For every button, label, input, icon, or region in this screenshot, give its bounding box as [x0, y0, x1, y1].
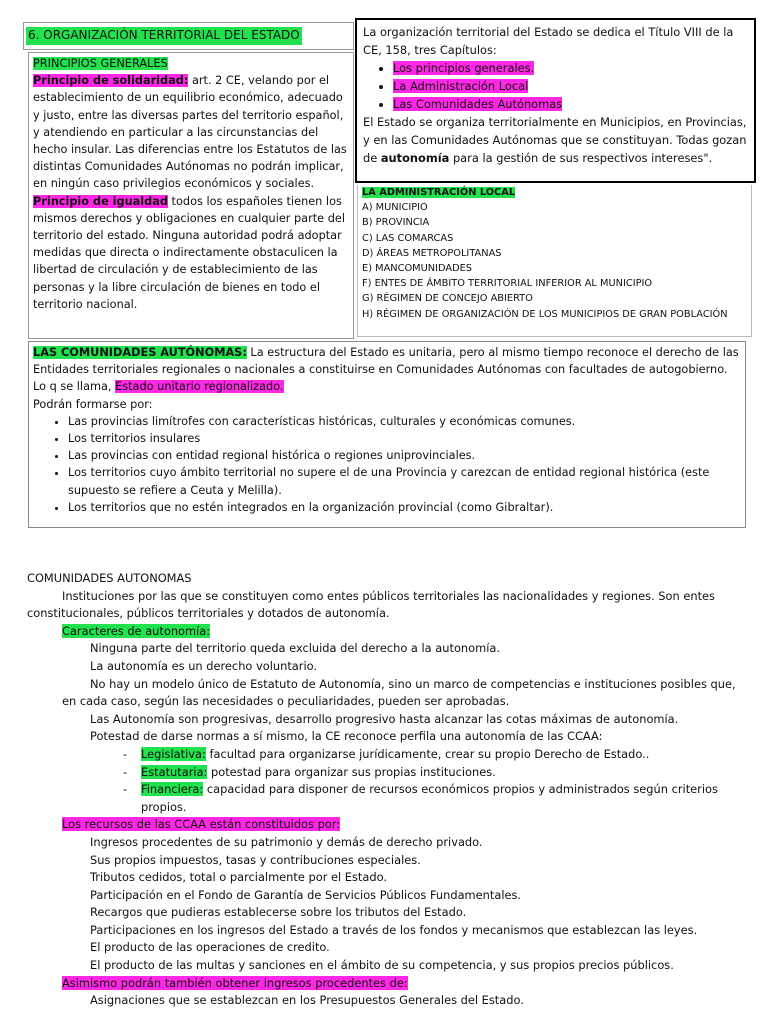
ccaa-paragraph: LAS COMUNIDADES AUTÓNOMAS: La estructura del Estado es unitaria, pero al mismo tiempo reconoce el derecho de las Entidades territoriales regionales o nacionales a constituirse en Comunidades Autónomas con facultades de autogobierno. Lo q se llama, Estado unitario regionalizado. [33, 346, 739, 394]
chapter-item: • Los principios generales. [393, 59, 748, 77]
recurso-item: Ingresos procedentes de su patrimonio y demás de derecho privado. [90, 834, 483, 849]
recurso-item: Participaciones en los ingresos del Estado a través de los fondos y mecanismos que establezcan las leyes. [90, 922, 698, 937]
admin-item: A) MUNICIPIO [362, 202, 428, 214]
principles-box [28, 52, 354, 339]
ccaa-label: LAS COMUNIDADES AUTÓNOMAS: [33, 346, 247, 359]
recurso-item: Tributos cedidos, total o parcialmente por el Estado. [90, 870, 387, 885]
document-title: 6. ORGANIZACIÓN TERRITORIAL DEL ESTADO [26, 27, 302, 45]
equality-label: Principio de igualdad [33, 194, 168, 208]
potestad-item: - Estatutaria: potestad para organizar sus propias instituciones. [123, 764, 496, 779]
principles-heading: PRINCIPIOS GENERALES [33, 57, 168, 70]
ccaa-bullet: • Los territorios que no estén integrados en la organización provincial (como Gibraltar). [68, 499, 741, 516]
recursos-heading: Los recursos de las CCAA están constituidos por: [62, 817, 341, 832]
org-intro: La organización territorial del Estado se dedica el Título VIII de la CE, 158, tres Capítulos: [363, 25, 734, 57]
potestad-item: - Legislativa: facultad para organizarse jurídicamente, crear su propio Derecho de Estado.. [123, 746, 650, 761]
admin-item: H) RÉGIMEN DE ORGANIZACIÓN DE LOS MUNICIPIOS DE GRAN POBLACIÓN [362, 308, 728, 320]
asimismo-item: Asignaciones que se establezcan en los Presupuestos Generales del Estado. [90, 993, 524, 1008]
chapter-item: • La Administración Local [393, 77, 748, 95]
title-box [23, 22, 354, 50]
solidarity-paragraph [33, 72, 349, 192]
potestad-item: - Financiera: capacidad para disponer de recursos económicos propios y administrados según criterios propios. [123, 782, 718, 814]
admin-heading: LA ADMINISTRACIÓN LOCAL [362, 187, 516, 198]
ccaa-box [28, 341, 746, 528]
chapter-item: • Las Comunidades Autónomas [393, 95, 748, 113]
solidarity-label: Principio de solidaridad: [33, 74, 189, 88]
org-autonomy-text: El Estado se organiza territorialmente en Municipios, en Provincias, y en las Comunidades Autónomas que se constituyan. Todas gozan de autonomía para la gestión de sus respectivos intereses". [363, 115, 747, 165]
caracter-item: Las Autonomía son progresivas, desarrollo progresivo hasta alcanzar las cotas máximas de autonomía. [90, 711, 679, 726]
caracter-item: Ninguna parte del territorio queda excluida del derecho a la autonomía. [90, 641, 500, 656]
ccaa-bullet: • Los territorios cuyo ámbito territorial no supere el de una Provincia y carezcan de entidad regional histórica (este supuesto se refiere a Ceuta y Melilla). [68, 464, 741, 498]
lower-intro: Instituciones por las que se constituyen como entes públicos territoriales las nacionalidades y regiones. Son entes constitucionales, públicos territoriales y dotados de autonomía. [27, 588, 715, 621]
organization-box [355, 18, 756, 183]
solidarity-text: art. 2 CE, velando por el establecimiento de un equilibrio económico, adecuado y justo, entre las diversas partes del territorio español, y atendiendo en particular a las circunstancias del hecho insular. Las diferencias entre los Estatutos de las distintas Comunidades Autónomas no podrán implicar, en ningún caso privilegios económicos y sociales. [33, 74, 347, 191]
chapter-list [363, 59, 748, 113]
asimismo-heading: Asimismo podrán también obtener ingresos procedentes de: [62, 975, 408, 990]
recurso-item: Sus propios impuestos, tasas y contribuciones especiales. [90, 852, 421, 867]
admin-item: B) PROVINCIA [362, 217, 430, 229]
caracter-item: La autonomía es un derecho voluntario. [90, 658, 318, 673]
ccaa-bullet: • Las provincias con entidad regional histórica o regiones uniprovinciales. [68, 447, 741, 464]
ccaa-bullet: • Las provincias limítrofes con características históricas, culturales y económicas comunes. [68, 413, 741, 430]
equality-text: todos los españoles tienen los mismos derechos y obligaciones en cualquier parte del territorio del estado. Ninguna autoridad podrá adoptar medidas que directa o indirectamente obstaculicen la libertad de circulación y de establecimiento de las personas y la libre circulación de bienes en todo el territorio nacional. [33, 194, 345, 311]
caracter-item: No hay un modelo único de Estatuto de Autonomía, sino un marco de competencias e instituciones posibles que, en cada caso, según las necesidades o peculiaridades, pueden ser aprobadas. [62, 676, 736, 709]
admin-item: G) RÉGIMEN DE CONCEJO ABIERTO [362, 293, 533, 305]
lower-heading: COMUNIDADES AUTONOMAS [27, 571, 192, 585]
caracter-item: Potestad de darse normas a sí mismo, la CE reconoce perfila una autonomía de las CCAA: [90, 729, 603, 744]
recurso-item: El producto de las multas y sanciones en el ámbito de su competencia, y sus propios precios públicos. [90, 958, 674, 973]
recurso-item: El producto de las operaciones de credito. [90, 940, 330, 955]
admin-item: C) LAS COMARCAS [362, 232, 454, 244]
admin-local-box [357, 185, 752, 337]
recurso-item: Recargos que pudieras establecerse sobre los tributos del Estado. [90, 905, 467, 920]
ccaa-highlight: Estado unitario regionalizado. [115, 380, 284, 394]
caracteres-heading: Caracteres de autonomía: [62, 623, 211, 638]
equality-paragraph [33, 193, 349, 313]
admin-item: F) ENTES DE ÁMBITO TERRITORIAL INFERIOR AL MUNICIPIO [362, 278, 653, 290]
can-form-label: Podrán formarse por: [33, 397, 153, 411]
ccaa-bullet: • Los territorios insulares [68, 430, 741, 447]
recurso-item: Participación en el Fondo de Garantía de Servicios Públicos Fundamentales. [90, 887, 522, 902]
lower-section [27, 570, 742, 1010]
ccaa-bullet-list [33, 413, 741, 516]
autonomy-word: autonomía [380, 151, 450, 165]
admin-item: E) MANCOMUNIDADES [362, 263, 473, 275]
admin-item: D) ÁREAS METROPOLITANAS [362, 247, 502, 259]
